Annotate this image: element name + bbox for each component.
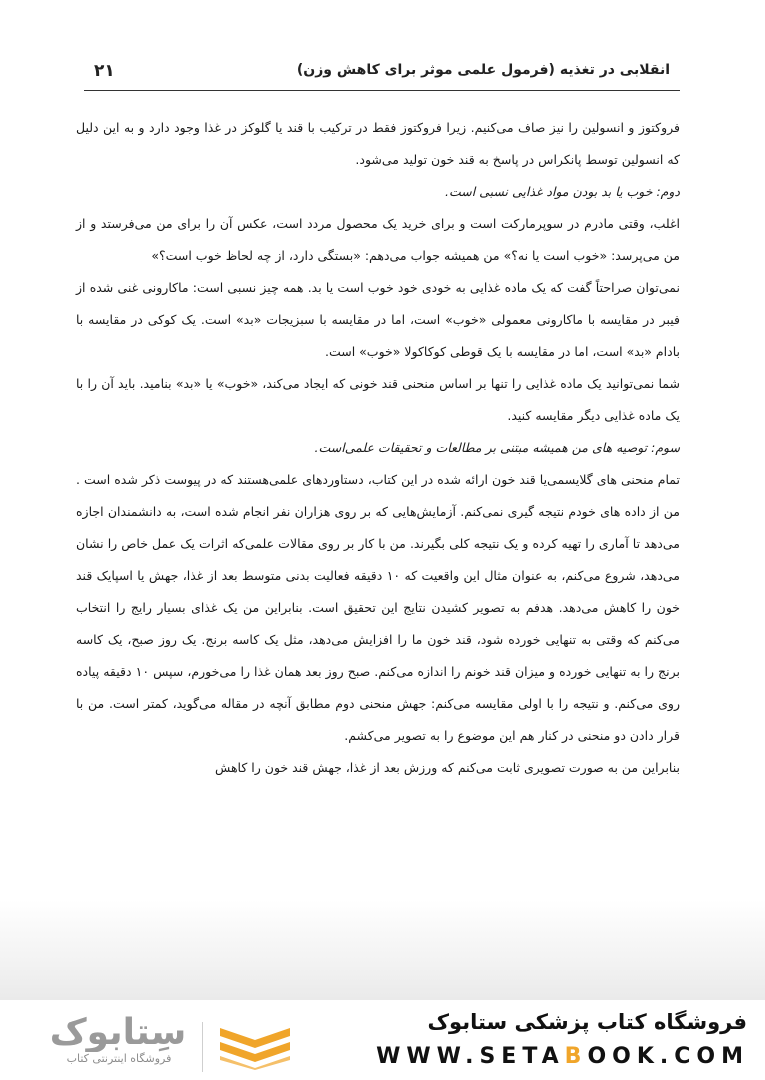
book-stack-logo-icon [218, 1022, 292, 1070]
paragraph: نمی‌توان صراحتاً گفت که یک ماده غذایی به خودی خود خوب است یا بد. همه چیز نسبی است: ماکارونی غنی شده از فیبر در مقایسه با ماکارونی معمولی «خوب» است، اما در مقایسه با سبزیجات «بد» است. یک کوکی در مقایسه با بادام «بد» است، اما در مقایسه با یک قوطی کوکاکولا «خوب» است. [76, 280, 680, 359]
setabook-logo-wordmark [38, 1008, 198, 1052]
store-url[interactable] [376, 1044, 749, 1069]
paragraph: شما نمی‌توانید یک ماده غذایی را تنها بر اساس منحنی قند خونی که ایجاد می‌کند، «خوب» یا «بد» بنامید. باید آن را با یک ماده غذایی دیگر مقایسه کنید. [76, 376, 680, 423]
logo-tagline: فروشگاه اینترنتی کتاب [66, 1052, 172, 1065]
paragraph: اغلب، وقتی مادرم در سوپرمارکت است و برای خرید یک محصول مردد است، عکس آن را برای من می‌فرستد و از من می‌پرسد: «خوب است یا نه؟» من همیشه جواب می‌دهم: «بستگی دارد، از چه لحاظ خوب است؟» [76, 216, 680, 263]
page-header [84, 58, 670, 88]
body-text [76, 112, 680, 784]
url-part: WWW.SETA [376, 1044, 565, 1069]
paragraph: تمام منحنی های گلایسمی‌یا قند خون ارائه شده در این کتاب، دستاوردهای علمی‌هستند که در پیوست ذکر شده است . من از داده های خودم نتیجه گیری نمی‌کنم. آزمایش‌هایی که بر روی هزاران نفر انجام شده است، به دانشمندان اجازه می‌دهد تا آماری را تهیه کرده و یک نتیجه کلی بگیرند. من با کار بر روی مقالات علمی‌که اثرات یک عمل خاص را نشان می‌دهد، شروع می‌کنم، به عنوان مثال این واقعیت که ۱۰ دقیقه فعالیت بدنی متوسط بعد از غذا، جهش یا اسپایک قند خون را کاهش می‌دهد. هدفم به تصویر کشیدن نتایج این تحقیق است. بنابراین من یک غذای بسیار رایج را انتخاب می‌کنم که وقتی به تنهایی خورده شود، قند خون ما را افزایش می‌دهد، مثل یک کاسه برنج. یک روز صبح، یک کاسه برنج را به تنهایی خورده و میزان قند خونم را اندازه می‌کنم. صبح روز بعد همان غذا را می‌خورم، سپس ۱۰ دقیقه پیاده روی می‌کنم. و نتیجه را با اولی مقایسه می‌کنم: جهش منحنی دوم مطابق آنچه در مقاله می‌گوید، کمتر است. من با قرار دادن دو منحنی در کنار هم این موضوع را به تصویر می‌کشم. [76, 472, 680, 743]
url-part: OOK.COM [587, 1044, 749, 1069]
store-footer [0, 1000, 765, 1080]
paragraph: بنابراین من به صورت تصویری ثابت می‌کنم که ورزش بعد از غذا، جهش قند خون را کاهش [215, 760, 680, 775]
logo-wordmark-text: سِتابوک [49, 1012, 187, 1052]
paragraph: فروکتوز و انسولین را نیز صاف می‌کنیم. زیرا فروکتوز فقط در ترکیب با قند یا گلوکز در غذا وجود دارد و به این دلیل که انسولین توسط پانکراس در پاسخ به قند خون تولید می‌شود. [76, 120, 680, 167]
section-heading: سوم: توصیه های من همیشه مبتنی بر مطالعات و تحقیقات علمی‌است. [314, 440, 680, 455]
header-rule [84, 90, 680, 91]
page-number: ۲۱ [94, 61, 115, 81]
store-name: فروشگاه کتاب پزشکی ستابوک [427, 1010, 747, 1034]
section-heading: دوم: خوب یا بد بودن مواد غذایی نسبی است. [445, 184, 680, 199]
logo-divider [202, 1022, 203, 1072]
url-accent-letter: B [564, 1044, 588, 1069]
running-title: انقلابی در تغذیه (فرمول علمی موثر برای کاهش وزن) [296, 62, 670, 78]
